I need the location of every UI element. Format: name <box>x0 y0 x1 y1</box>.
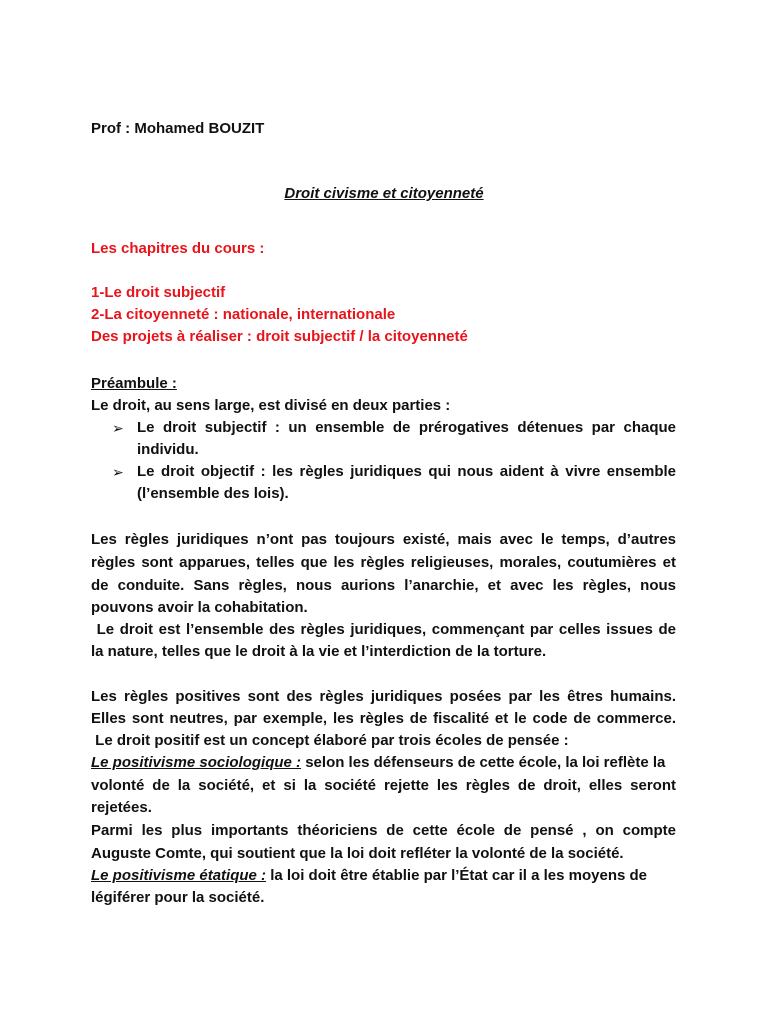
chapter-item-3: Des projets à réaliser : droit subjectif / la citoyenneté <box>91 328 468 345</box>
paragraph-text: selon les défenseurs de cette école, la loi reflète la <box>301 754 666 771</box>
paragraph-line: légiférer pour la société. <box>91 889 265 906</box>
arrow-bullet-icon: ➢ <box>112 464 124 480</box>
chapter-item-2: 2-La citoyenneté : nationale, internationale <box>91 306 396 323</box>
paragraph-line: Les règles positives sont des règles juridiques posées par les êtres humains. <box>91 688 676 705</box>
positivisme-etatique-line <box>91 865 676 887</box>
document-title: Droit civisme et citoyenneté <box>284 185 484 202</box>
paragraph-line: la nature, telles que le droit à la vie et l’interdiction de la torture. <box>91 643 547 660</box>
paragraph-line: Le droit positif est un concept élaboré par trois écoles de pensée : <box>91 732 569 749</box>
paragraph-line: rejetées. <box>91 799 152 816</box>
paragraph-line: pouvons avoir la cohabitation. <box>91 599 308 616</box>
preambule-intro: Le droit, au sens large, est divisé en deux parties : <box>91 397 451 414</box>
preambule-heading: Préambule : <box>91 375 177 392</box>
paragraph-text: la loi doit être établie par l’État car il a les moyens de <box>266 867 648 884</box>
bullet-text-line: Le droit subjectif : un ensemble de prérogatives détenues par chaque <box>137 419 676 436</box>
bullet-item <box>0 461 768 505</box>
bullet-item <box>0 417 768 461</box>
paragraph-line: volonté de la société, et si la société rejette les règles de droit, elles seront <box>91 777 676 794</box>
chapters-heading: Les chapitres du cours : <box>91 240 265 257</box>
paragraph-line: règles sont apparues, telles que les règles religieuses, morales, coutumières et <box>91 554 676 571</box>
paragraph-line: Parmi les plus importants théoriciens de cette école de pensé , on compte <box>91 822 676 839</box>
positivisme-etatique-label: Le positivisme étatique : <box>91 867 267 884</box>
arrow-bullet-icon: ➢ <box>112 420 124 436</box>
positivisme-sociologique-label: Le positivisme sociologique : <box>91 754 302 771</box>
bullet-text-line: Le droit objectif : les règles juridiques qui nous aident à vivre ensemble <box>137 463 676 480</box>
paragraph-line: Les règles juridiques n’ont pas toujours existé, mais avec le temps, d’autres <box>91 531 676 548</box>
author-line: Prof : Mohamed BOUZIT <box>91 120 265 137</box>
paragraph-line: Auguste Comte, qui soutient que la loi doit refléter la volonté de la société. <box>91 845 624 862</box>
paragraph-line: de conduite. Sans règles, nous aurions l’anarchie, et avec les règles, nous <box>91 577 676 594</box>
chapter-item-1: 1-Le droit subjectif <box>91 284 226 301</box>
positivisme-sociologique-line <box>91 752 676 774</box>
paragraph-line: Le droit est l’ensemble des règles juridiques, commençant par celles issues de <box>91 621 676 638</box>
bullet-text-line: (l’ensemble des lois). <box>137 485 289 502</box>
paragraph-line: Elles sont neutres, par exemple, les règles de fiscalité et le code de commerce. <box>91 710 676 727</box>
bullet-text-line: individu. <box>137 441 199 458</box>
